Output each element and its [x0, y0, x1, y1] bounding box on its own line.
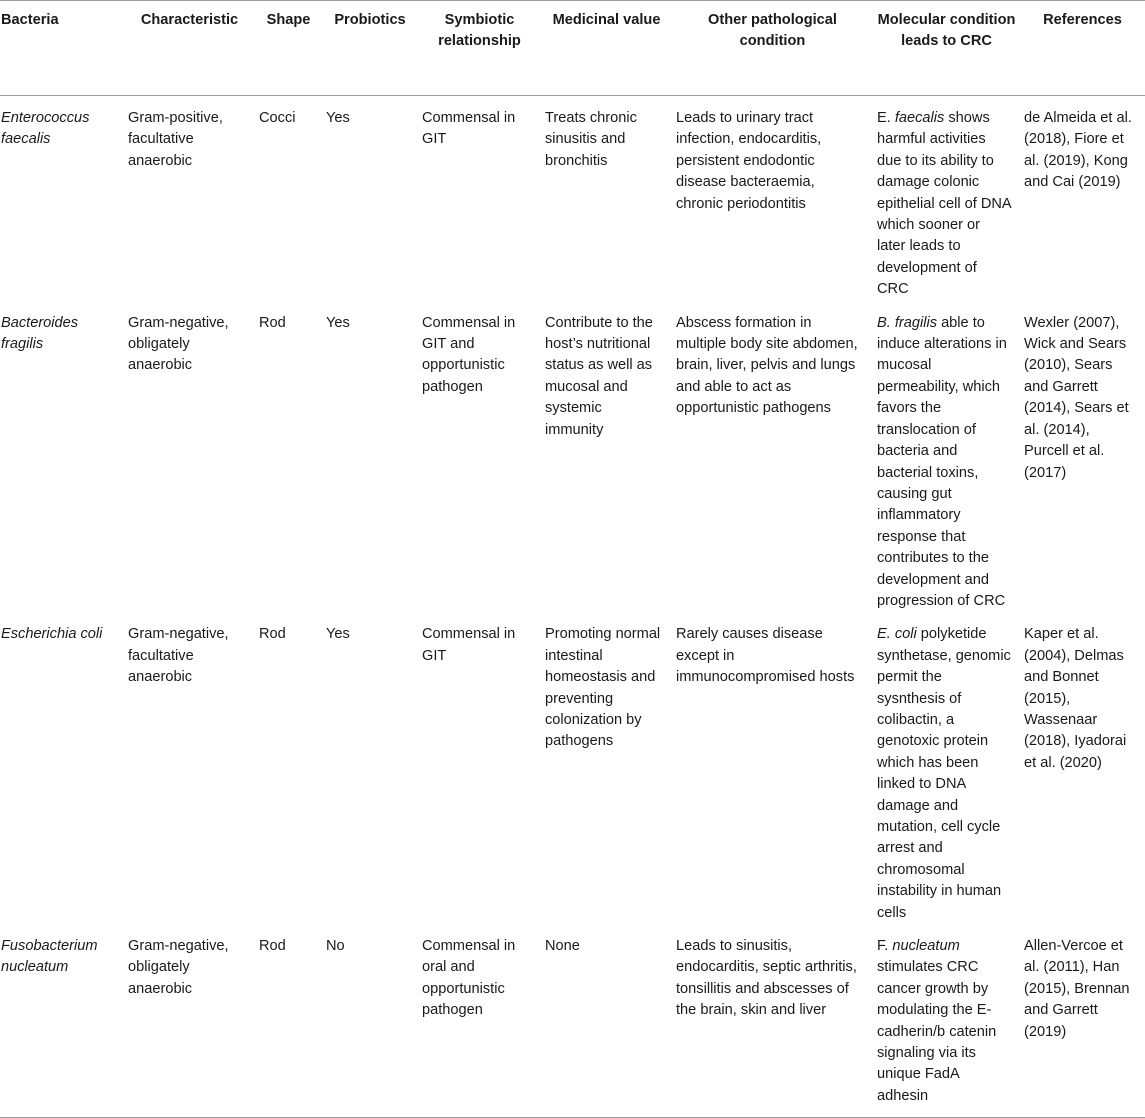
cell-characteristic: Gram-negative, obligately anaerobic: [128, 938, 229, 997]
molecular-species: B. fragilis: [877, 314, 938, 331]
cell-probiotics: Yes: [326, 314, 350, 331]
cell-symbiotic-relationship: Commensal in GIT: [422, 626, 516, 664]
table-body: [0, 96, 1145, 1118]
cell-probiotics: No: [326, 938, 345, 955]
header-molecular-condition: Molecular condition leads to CRC: [877, 12, 1016, 50]
cell-medicinal-value: None: [545, 938, 580, 955]
cell-shape: Rod: [259, 314, 286, 331]
header-medicinal-value: Medicinal value: [552, 12, 661, 28]
cell-characteristic: Gram-negative, facultative anaerobic: [128, 626, 229, 686]
cell-probiotics: Yes: [326, 110, 350, 126]
table-row: [0, 924, 1145, 1118]
table-header: [0, 1, 1145, 96]
cell-references: Allen-Vercoe et al. (2011), Han (2015), Brennan and Garrett (2019): [1024, 938, 1130, 1040]
cell-shape: Rod: [259, 938, 286, 955]
cell-molecular-condition: [873, 924, 1020, 1118]
cell-molecular-condition: [873, 96, 1020, 301]
header-row: [0, 1, 1145, 96]
table-row: [0, 301, 1145, 613]
cell-other-pathological-condition: Rarely causes disease except in immunocompromised hosts: [676, 626, 855, 686]
table-row: [0, 96, 1145, 301]
header-probiotics: Probiotics: [334, 12, 406, 28]
molecular-text: able to induce alterations in mucosal permeability, which favors the translocation of bacteria and bacterial toxins, causing gut inflammatory response that contributes to the development and progression of CRC: [877, 314, 1007, 609]
cell-symbiotic-relationship: Commensal in GIT and opportunistic pathogen: [422, 314, 516, 395]
molecular-prefix: F.: [877, 938, 893, 955]
cell-characteristic: Gram-positive, facultative anaerobic: [128, 110, 223, 169]
molecular-species: E. coli: [877, 626, 917, 643]
header-other-pathological-condition: Other pathological condition: [708, 12, 837, 50]
cell-bacteria: Escherichia coli: [1, 626, 103, 643]
cell-symbiotic-relationship: Commensal in GIT: [422, 110, 516, 148]
cell-references: de Almeida et al. (2018), Fiore et al. (2019), Kong and Cai (2019): [1024, 110, 1132, 191]
header-shape: Shape: [266, 12, 311, 28]
molecular-prefix: E.: [877, 110, 895, 126]
cell-bacteria: Fusobacterium nucleatum: [1, 938, 98, 976]
molecular-text: stimulates CRC cancer growth by modulating the E-cadherin/b catenin signaling via its unique FadA adhesin: [877, 959, 997, 1104]
cell-bacteria: Bacteroides fragilis: [1, 314, 79, 353]
cell-shape: Rod: [259, 626, 286, 643]
cell-characteristic: Gram-negative, obligately anaerobic: [128, 314, 229, 374]
cell-other-pathological-condition: Abscess formation in multiple body site abdomen, brain, liver, pelvis and lungs and able to act as opportunistic pathogens: [676, 314, 858, 417]
cell-probiotics: Yes: [326, 626, 350, 643]
molecular-text: polyketide synthetase, genomic permit the sysnthesis of colibactin, a genotoxic protein which has been linked to DNA damage and mutation, cell cycle arrest and chromosomal instability in human cells: [877, 626, 1011, 921]
cell-molecular-condition: [873, 301, 1020, 613]
cell-shape: Cocci: [259, 110, 296, 126]
cell-medicinal-value: Treats chronic sinusitis and bronchitis: [545, 110, 637, 169]
molecular-species: nucleatum: [892, 938, 960, 955]
header-symbiotic-relationship: Symbiotic relationship: [438, 12, 521, 50]
table-row: [0, 612, 1145, 924]
cell-medicinal-value: Promoting normal intestinal homeostasis and preventing colonization by pathogens: [545, 626, 661, 750]
cell-bacteria: Enterococcus faecalis: [1, 110, 90, 148]
header-characteristic: Characteristic: [140, 12, 239, 28]
cell-other-pathological-condition: Leads to sinusitis, endocarditis, septic arthritis, tonsillitis and abscesses of the brain, skin and liver: [676, 938, 857, 1019]
molecular-text: shows harmful activities due to its ability to damage colonic epithelial cell of DNA which sooner or later leads to development of CRC: [877, 110, 1011, 298]
cell-symbiotic-relationship: Commensal in oral and opportunistic pathogen: [422, 938, 516, 1019]
header-references: References: [1043, 12, 1122, 28]
cell-references: Kaper et al. (2004), Delmas and Bonnet (2015), Wassenaar (2018), Iyadorai et al. (2020): [1024, 626, 1127, 771]
molecular-species: faecalis: [894, 110, 945, 126]
cell-references: Wexler (2007), Wick and Sears (2010), Sears and Garrett (2014), Sears et al. (2014), Purcell et al. (2017): [1024, 314, 1129, 481]
cell-medicinal-value: Contribute to the host’s nutritional status as well as mucosal and systemic immunity: [545, 314, 653, 438]
cell-other-pathological-condition: Leads to urinary tract infection, endocarditis, persistent endodontic disease bacteraemia, chronic periodontitis: [676, 110, 822, 212]
header-bacteria: Bacteria: [1, 12, 59, 28]
cell-molecular-condition: [873, 612, 1020, 924]
